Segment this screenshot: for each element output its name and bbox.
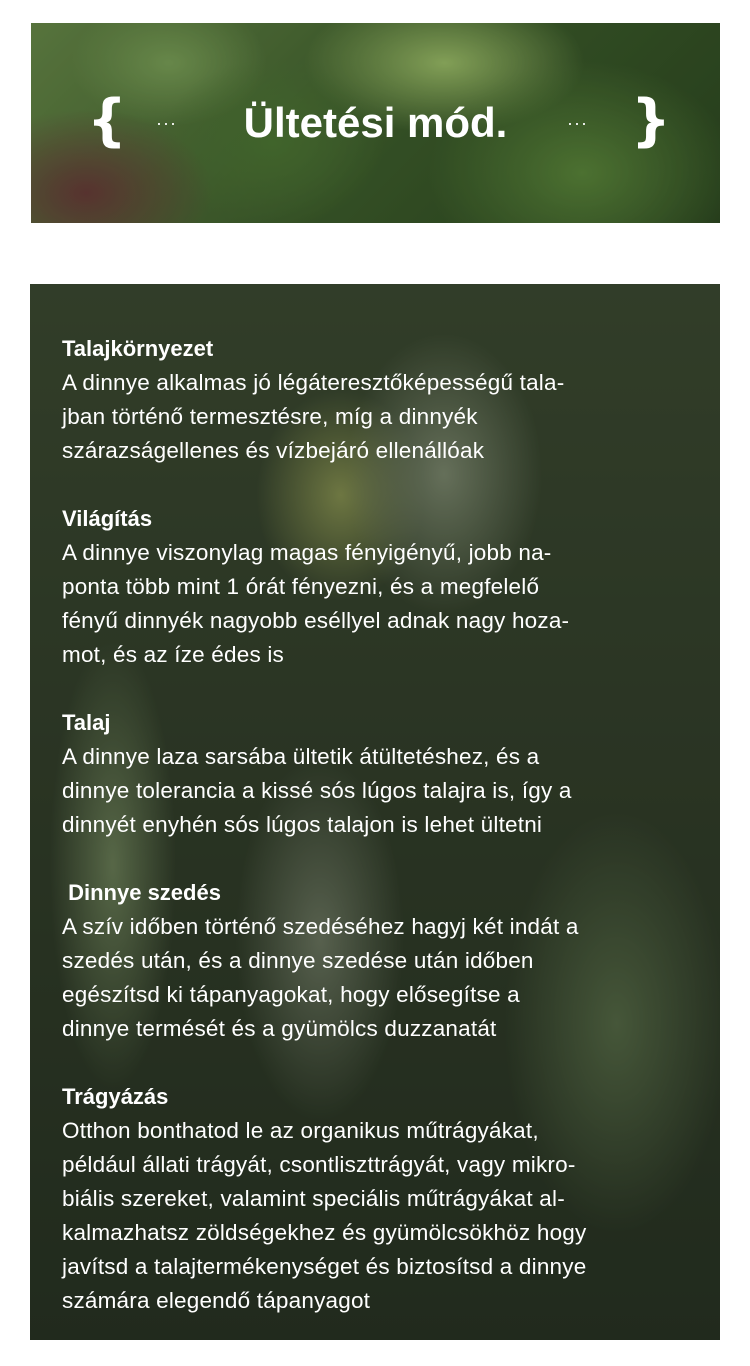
- section-body: A dinnye laza sarsába ültetik átültetéshez, és a dinnye tolerancia a kissé sós lúgos talajra is, így a dinnyét enyhén sós lúgos talajon is lehet ültetni: [62, 744, 572, 837]
- section-soil-environment: [62, 332, 702, 468]
- section-body: A dinnye alkalmas jó légáteresztőképességű tala- jban történő termesztésre, míg a dinnyék szárazságellenes és vízbejáró ellenállóak: [62, 370, 565, 463]
- section-title: Talajkörnyezet: [62, 336, 214, 361]
- section-body: Otthon bonthatod le az organikus műtrágyákat, például állati trágyát, csontliszttrágyát, vagy mikro- biális szereket, valamint speciális műtrágyákat al- kalmazhatsz zöldségekhez és gyümölcsökhöz hogy javítsd a talajtermékenységet és biztosítsd a dinnye számára elegendő tápanyagot: [62, 1118, 587, 1313]
- header-banner: [31, 23, 720, 223]
- right-brace-decoration: }: [631, 88, 671, 153]
- section-title: Trágyázás: [62, 1084, 169, 1109]
- section-fertilizing: [62, 1080, 702, 1318]
- section-soil: [62, 706, 702, 842]
- info-panel: [30, 284, 720, 1340]
- page-title: Ültetési mód.: [243, 99, 508, 146]
- section-harvest: [62, 876, 702, 1046]
- section-body: A dinnye viszonylag magas fényigényű, jobb na- ponta több mint 1 órát fényezni, és a megfelelő fényű dinnyék nagyobb eséllyel adnak nagy hoza- mot, és az íze édes is: [62, 540, 570, 667]
- info-content: [62, 332, 702, 1340]
- section-title: Dinnye szedés: [62, 880, 221, 905]
- right-dots-decoration: ···: [567, 113, 588, 133]
- left-dots-decoration: ···: [156, 113, 177, 133]
- section-title: Talaj: [62, 710, 111, 735]
- section-lighting: [62, 502, 702, 672]
- section-title: Világítás: [62, 506, 153, 531]
- section-body: A szív időben történő szedéséhez hagyj két indát a szedés után, és a dinnye szedése után időben egészítsd ki tápanyagokat, hogy elősegítse a dinnye termését és a gyümölcs duzzanatát: [62, 914, 579, 1041]
- left-brace-decoration: {: [87, 88, 127, 153]
